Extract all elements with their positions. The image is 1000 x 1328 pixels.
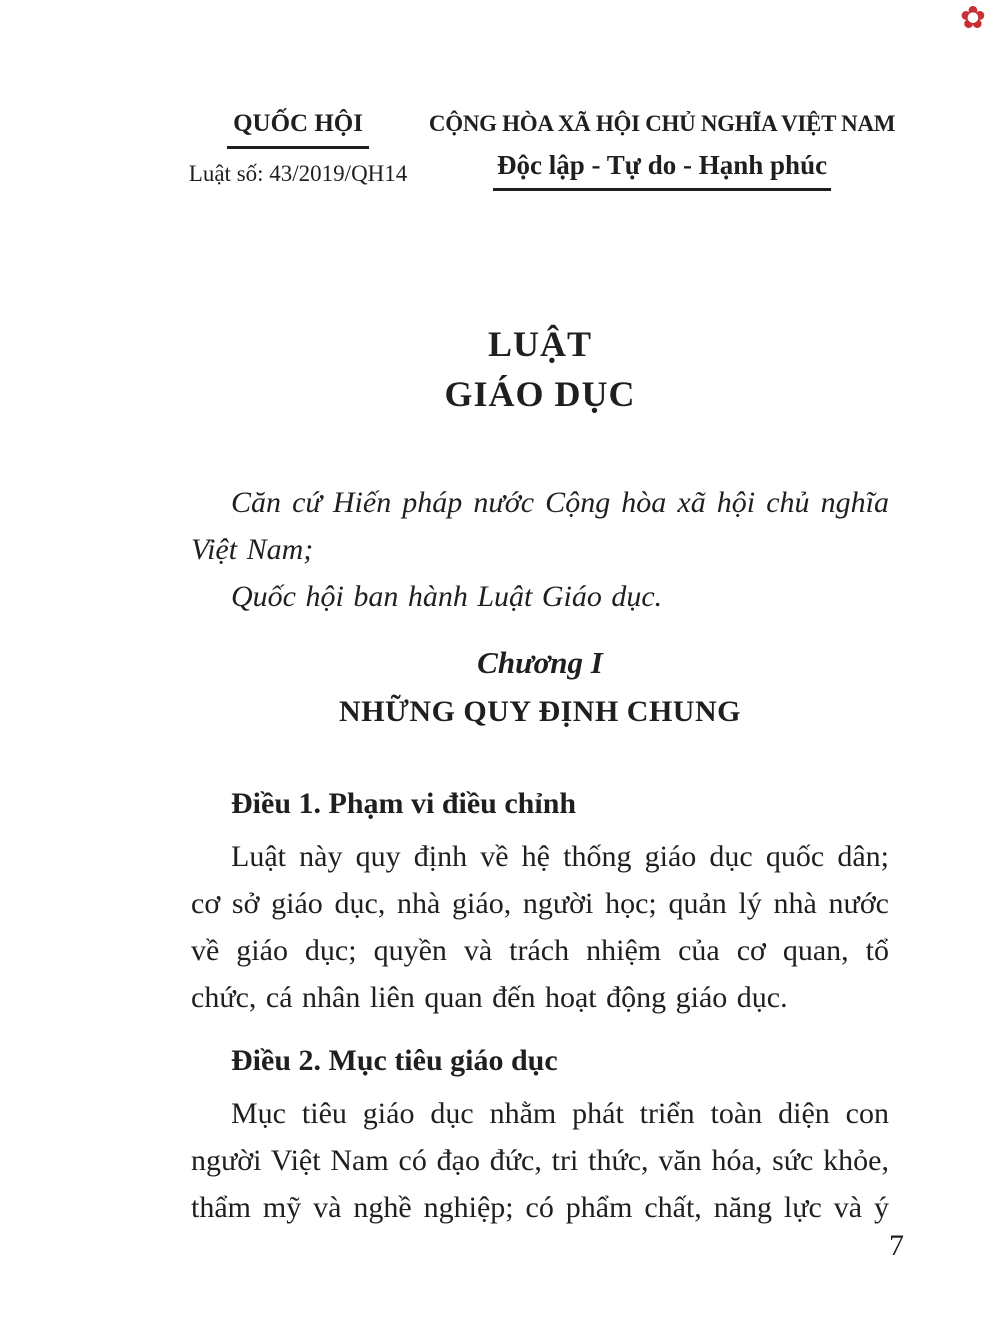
preamble <box>191 479 889 620</box>
law-title-word: LUẬT <box>487 324 593 364</box>
law-number: Luật số: 43/2019/QH14 <box>188 161 408 186</box>
article-1-body: Luật này quy định về hệ thống giáo dục quốc dân; cơ sở giáo dục, nhà giáo, người học; quản lý nhà nước về giáo dục; quyền và trách nhiệm của cơ quan, tổ chức, cá nhân liên quan đến hoạt động giáo dục. <box>191 840 889 1014</box>
chapter-heading <box>191 638 889 736</box>
article-2 <box>191 1037 889 1231</box>
preamble-enactment: Quốc hội ban hành Luật Giáo dục. <box>231 580 663 613</box>
issuing-authority-block <box>180 108 416 189</box>
article-1-heading: Điều 1. Phạm vi điều chỉnh <box>231 787 577 820</box>
country-title: CỘNG HÒA XÃ HỘI CHỦ NGHĨA VIỆT NAM <box>428 111 896 136</box>
law-title-subject: GIÁO DỤC <box>444 374 636 414</box>
preamble-citation: Căn cứ Hiến pháp nước Cộng hòa xã hội chủ nghĩa Việt Nam; <box>191 486 889 566</box>
national-heading-block <box>416 108 908 191</box>
document-header <box>0 0 1000 191</box>
chapter-label: Chương I <box>477 645 603 680</box>
page-number: 7 <box>889 1229 904 1262</box>
article-2-body: Mục tiêu giáo dục nhằm phát triển toàn diện con người Việt Nam có đạo đức, tri thức, văn hóa, sức khỏe, thẩm mỹ và nghề nghiệp; có phẩm chất, năng lực và ý <box>191 1097 889 1224</box>
flower-ornament-icon: ✿ <box>960 0 986 36</box>
article-2-heading: Điều 2. Mục tiêu giáo dục <box>231 1044 558 1077</box>
law-title <box>191 319 889 419</box>
authority-name: QUỐC HỘI <box>227 108 369 149</box>
chapter-title: NHỮNG QUY ĐỊNH CHUNG <box>339 695 741 728</box>
document-body <box>191 319 889 1231</box>
article-1 <box>191 780 889 1021</box>
national-motto: Độc lập - Tự do - Hạnh phúc <box>493 148 831 191</box>
